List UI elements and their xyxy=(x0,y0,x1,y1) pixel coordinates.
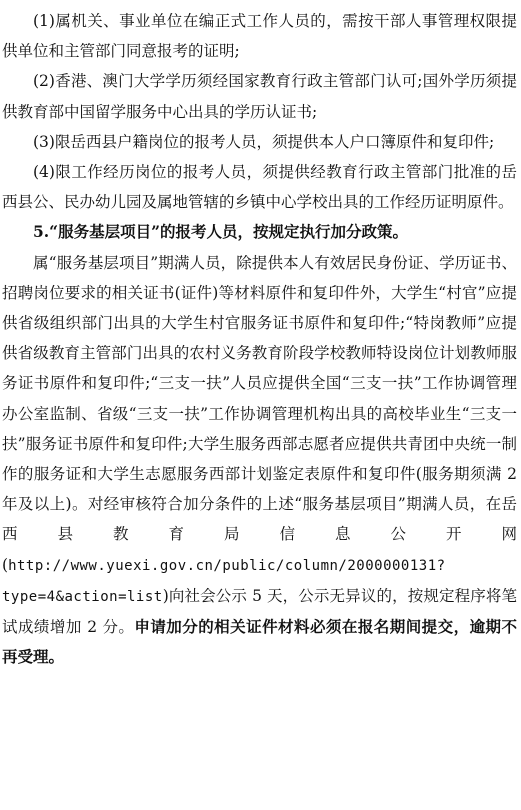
section-5-heading: 5.“服务基层项目”的报考人员，按规定执行加分政策。 xyxy=(33,222,409,242)
section-5-body xyxy=(2,248,517,673)
item-4-paragraph: (4)限工作经历岗位的报考人员，须提供经教育行政主管部门批准的岳西县公、民办幼儿园及属地管辖的乡镇中心学校出具的工作经历证明原件。 xyxy=(2,163,517,212)
section-5-body-text-after-url: )向社会公示 5 天，公示无异议的，按规定程序将笔试成绩增加 2 分。 xyxy=(2,586,517,637)
public-info-url: http://www.yuexi.gov.cn/public/column/2000000131?type=4&action=list xyxy=(2,557,446,605)
item-2-paragraph: (2)香港、澳门大学学历须经国家教育行政主管部门认可;国外学历须提供教育部中国留学服务中心出具的学历认证书; xyxy=(2,72,517,121)
section-5-body-text: 属“服务基层项目”期满人员，除提供本人有效居民身份证、学历证书、招聘岗位要求的相关证书(证件)等材料原件和复印件外，大学生“村官”应提供省级组织部门出具的大学生村官服务证书原件和复印件;“特岗教师”应提供省级教育主管部门出具的农村义务教育阶段学校教师特设岗位计划教师服务证书原件和复印件;“三支一扶”人员应提供全国“三支一扶”工作协调管理办公室监制、省级“三支一扶”工作协调管理机构出具的高校毕业生“三支一扶”服务证书原件和复印件;大学生服务西部志愿者应提供共青团中央统一制作的服务证和大学生志愿服务西部计划鉴定表原件和复印件(服务期须满 2 年及以上)。对经审核符合加分条件的上述“服务基层项目”期满人员，在岳西县教育局信息公开网( xyxy=(2,253,517,574)
section-5-closing-bold: 申请加分的相关证件材料必须在报名期间提交，逾期不再受理。 xyxy=(2,617,517,667)
item-1-paragraph: (1)属机关、事业单位在编正式工作人员的，需按干部人事管理权限提供单位和主管部门同意报考的证明; xyxy=(2,12,517,61)
item-3-paragraph: (3)限岳西县户籍岗位的报考人员，须提供本人户口簿原件和复印件; xyxy=(33,132,495,151)
